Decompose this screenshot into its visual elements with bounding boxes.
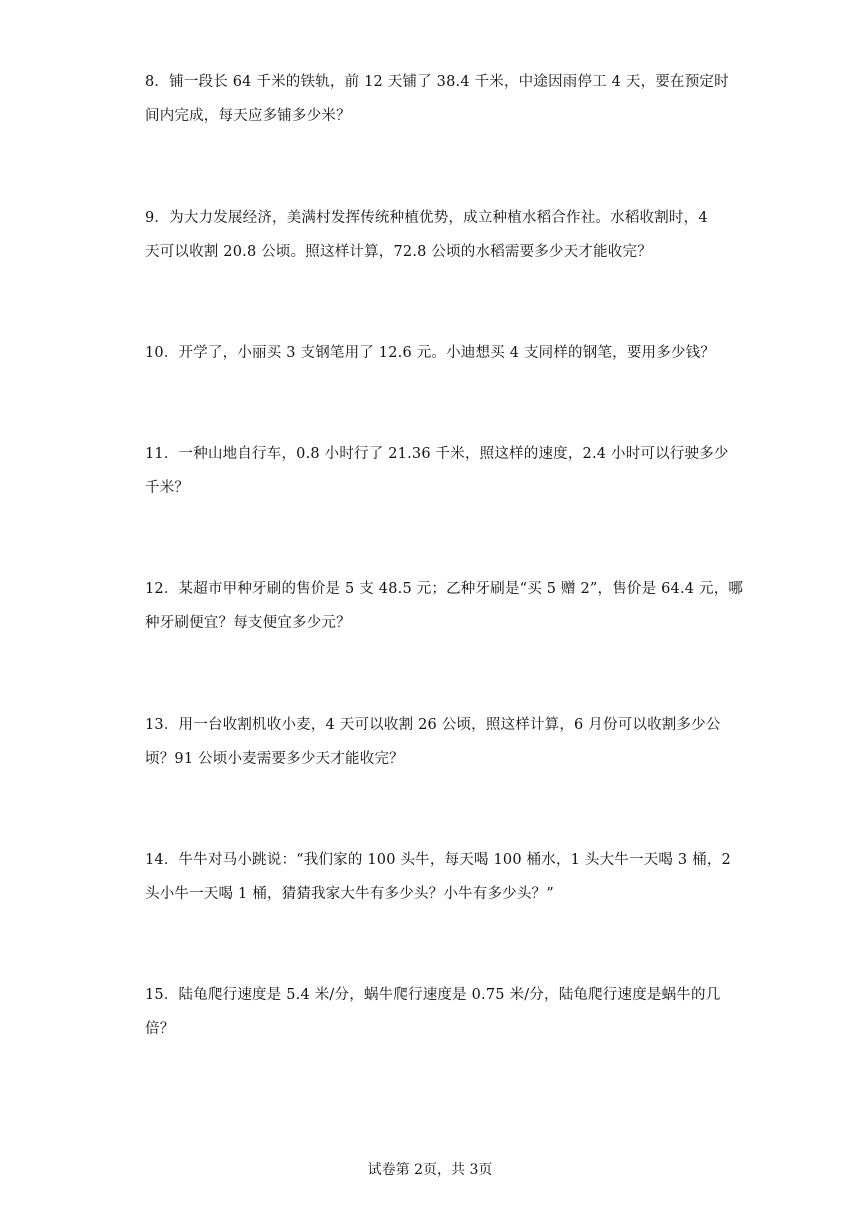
question-text-line: 15．陆龟爬行速度是 5.4 米/分，蜗牛爬行速度是 0.75 米/分，陆龟爬行速度是蜗牛的几 — [145, 987, 721, 1003]
question-text-line: 11．一种山地自行车，0.8 小时行了 21.36 千米，照这样的速度，2.4 小时可以行驶多少 — [145, 446, 729, 462]
question-text-line: 千米？ — [145, 480, 190, 496]
question-text-line: 间内完成，每天应多铺多少米？ — [145, 108, 351, 124]
question-text-line: 倍？ — [145, 1021, 175, 1037]
question-text-line: 13．用一台收割机收小麦，4 天可以收割 26 公顷，照这样计算，6 月份可以收割多少公 — [145, 717, 721, 733]
question-text-line: 10．开学了，小丽买 3 支钢笔用了 12.6 元。小迪想买 4 支同样的钢笔，要用多少钱？ — [145, 345, 716, 361]
question-text-line: 12．某超市甲种牙刷的售价是 5 支 48.5 元；乙种牙刷是“买 5 赠 2”，售价是 64.4 元，哪 — [145, 581, 744, 597]
question-text-line: 头小牛一天喝 1 桶，猜猜我家大牛有多少头？小牛有多少头？” — [145, 886, 554, 902]
page-number-footer: 试卷第 2页，共 3页 — [367, 1162, 493, 1178]
question-text-line: 9．为大力发展经济，美满村发挥传统种植优势，成立种植水稻合作社。水稻收割时，4 — [145, 210, 708, 226]
question-text-line: 天可以收割 20.8 公顷。照这样计算，72.8 公顷的水稻需要多少天才能收完？ — [145, 244, 652, 260]
question-text-line: 种牙刷便宜？每支便宜多少元？ — [145, 615, 351, 631]
question-text-line: 8．铺一段长 64 千米的铁轨，前 12 天铺了 38.4 千米，中途因雨停工 4 天，要在预定时 — [145, 74, 729, 90]
question-text-line: 顷？91 公顷小麦需要多少天才能收完？ — [145, 751, 404, 767]
question-text-line: 14．牛牛对马小跳说：“我们家的 100 头牛，每天喝 100 桶水，1 头大牛一天喝 3 桶，2 — [145, 852, 731, 868]
